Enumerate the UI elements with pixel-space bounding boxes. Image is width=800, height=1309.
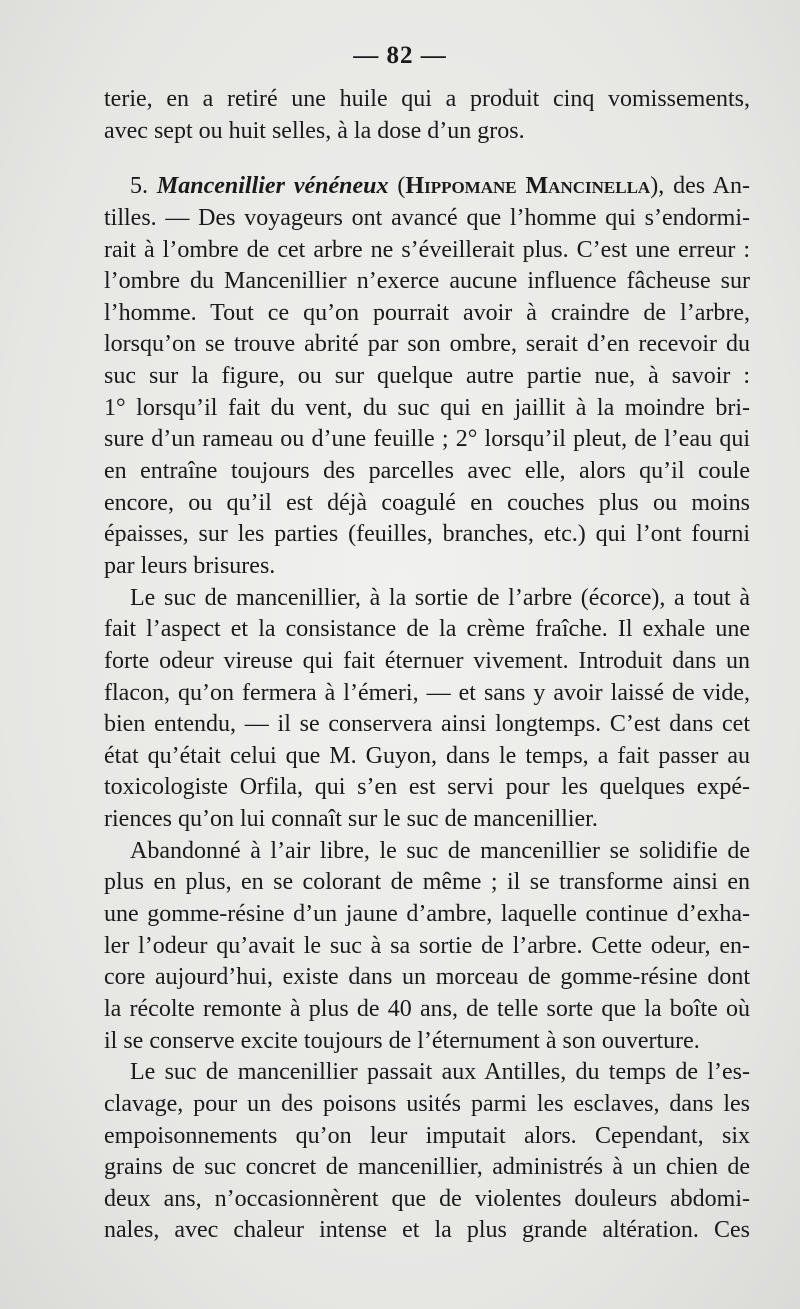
text-line: 1° lorsqu’il fait du vent, du suc qui en jaillit à la moindre bri- xyxy=(104,394,750,421)
text-line: riences qu’on lui connaît sur le suc de mancenillier. xyxy=(104,806,598,833)
text-line: terie, en a retiré une huile qui a produit cinq vomissements, xyxy=(104,86,750,112)
text-line: épaisses, sur les parties (feuilles, branches, etc.) qui l’ont fourni xyxy=(104,521,750,548)
text-line: fait l’aspect et la consistance de la crème fraîche. Il exhale une xyxy=(104,616,750,643)
text-line: bien entendu, — il se conservera ainsi longtemps. C’est dans cet xyxy=(104,711,750,738)
paragraph-gap xyxy=(104,147,750,171)
text-line: flacon, qu’on fermera à l’émeri, — et sans y avoir laissé de vide, xyxy=(104,679,750,706)
text-line: nales, avec chaleur intense et la plus grande altération. Ces xyxy=(104,1217,750,1244)
text-line: l’ombre du Mancenillier n’exerce aucune influence fâcheuse sur xyxy=(104,268,750,295)
text-line: empoisonnements qu’on leur imputait alors. Cependant, six xyxy=(104,1122,750,1149)
text-line: Le suc de mancenillier, à la sortie de l’arbre (écorce), a tout à xyxy=(130,584,750,611)
page-number: — 82 — xyxy=(353,42,447,69)
text-line: par leurs brisures. xyxy=(104,552,276,579)
text-line: suc sur la figure, ou sur quelque autre partie nue, à savoir : xyxy=(104,363,750,390)
text-fragment: ), des An- xyxy=(650,173,751,200)
text-line: clavage, pour un des poisons usités parmi les esclaves, dans les xyxy=(104,1090,750,1117)
text-line: il se conserve excite toujours de l’éternument à son ouverture. xyxy=(104,1027,700,1054)
text-line: plus en plus, en se colorant de même ; il se transforme ainsi en xyxy=(104,869,750,896)
text-line: tilles. — Des voyageurs ont avancé que l’homme qui s’endormi- xyxy=(104,204,750,231)
text-line: deux ans, n’occasionnèrent que de violentes douleurs abdomi- xyxy=(104,1185,750,1212)
text-line: avec sept ou huit selles, à la dose d’un gros. xyxy=(104,117,525,144)
text-line: une gomme-résine d’un jaune d’ambre, laquelle continue d’exha- xyxy=(104,901,750,928)
page-text xyxy=(104,84,750,1247)
text-line: forte odeur vireuse qui fait éternuer vivement. Introduit dans un xyxy=(104,647,750,674)
text-line: rait à l’ombre de cet arbre ne s’éveillerait plus. C’est une erreur : xyxy=(104,236,750,263)
text-line: core aujourd’hui, existe dans un morceau de gomme-résine dont xyxy=(104,964,750,991)
text-line: ler l’odeur qu’avait le suc à sa sortie de l’arbre. Cette odeur, en- xyxy=(104,932,750,959)
text-line: toxicologiste Orfila, qui s’en est servi pour les quelques expé- xyxy=(104,774,750,801)
text-line: lorsqu’on se trouve abrité par son ombre, serait d’en recevoir du xyxy=(104,331,750,358)
text-line xyxy=(104,171,750,203)
text-line: Le suc de mancenillier passait aux Antilles, du temps de l’es- xyxy=(130,1059,750,1086)
text-line: état qu’était celui que M. Guyon, dans le temps, a fait passer au xyxy=(104,742,750,769)
text-fragment: 5. xyxy=(130,173,157,200)
text-fragment: ( xyxy=(388,173,406,200)
text-line: la récolte remonte à plus de 40 ans, de telle sorte que la boîte où xyxy=(104,995,750,1022)
text-line: encore, ou qu’il est déjà coagulé en couches plus ou moins xyxy=(104,489,750,516)
text-line: l’homme. Tout ce qu’on pourrait avoir à craindre de l’arbre, xyxy=(104,299,750,326)
text-line: Abandonné à l’air libre, le suc de mancenillier se solidifie de xyxy=(130,837,750,864)
latin-name: Hippomane Mancinella xyxy=(405,173,651,200)
text-line: grains de suc concret de mancenillier, administrés à un chien de xyxy=(104,1154,750,1181)
text-line: sure d’un rameau ou d’une feuille ; 2° lorsqu’il pleut, de l’eau qui xyxy=(104,426,750,453)
species-name: Mancenillier vénéneux xyxy=(156,173,389,200)
text-line: en entraîne toujours des parcelles avec elle, alors qu’il coule xyxy=(104,458,750,485)
